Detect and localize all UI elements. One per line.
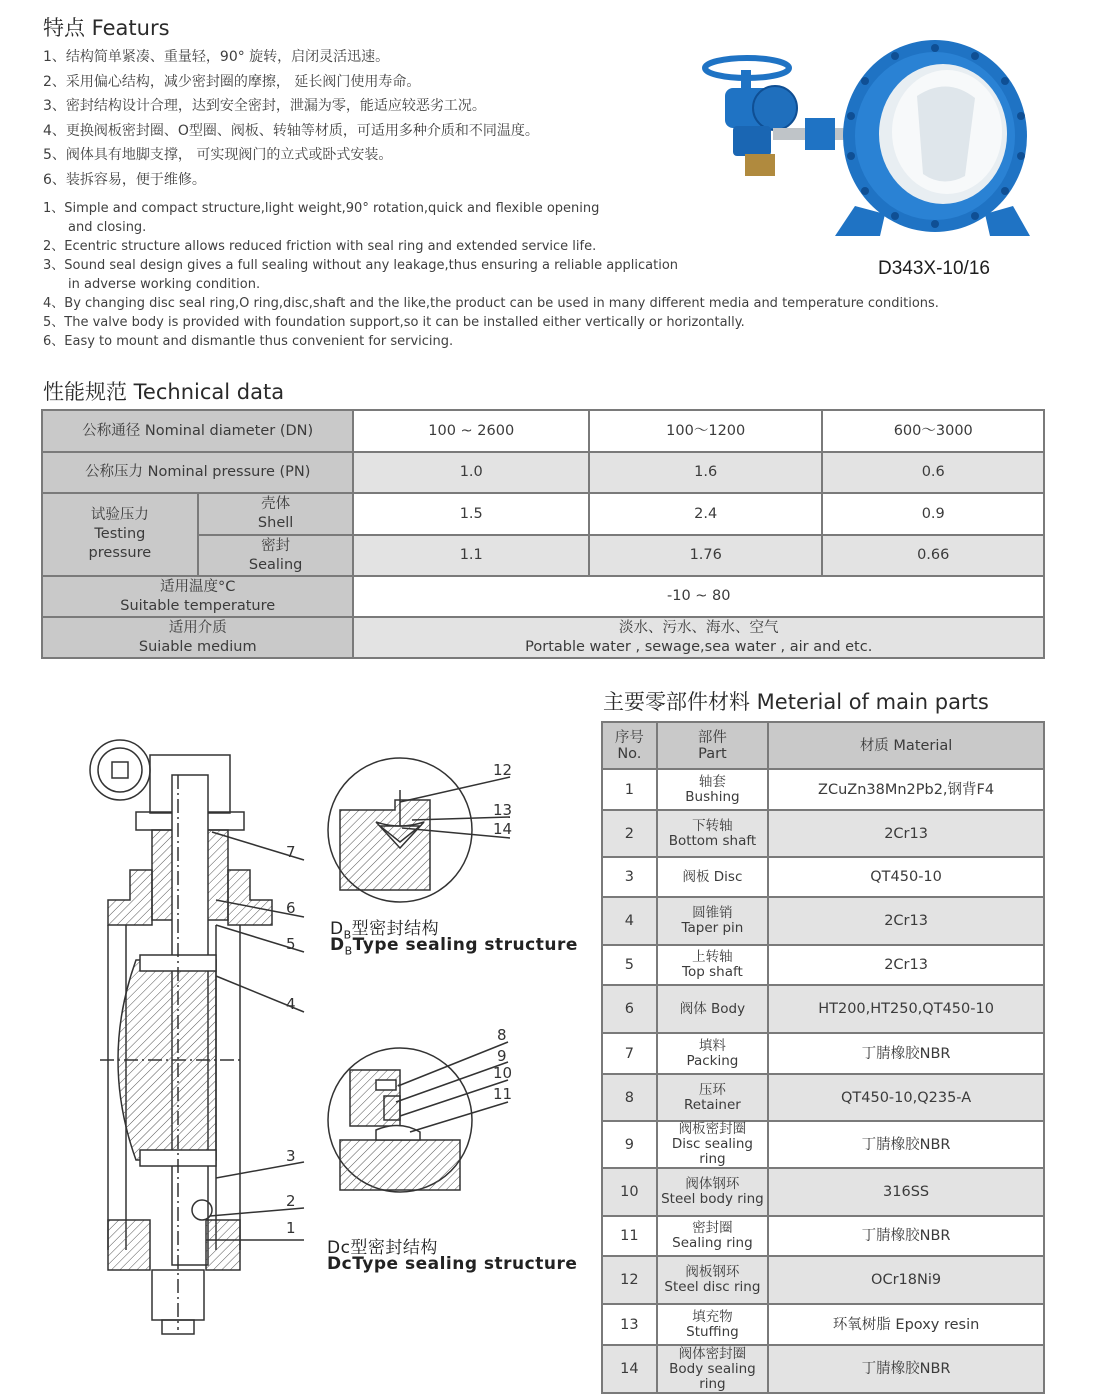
shell-label <box>198 493 354 535</box>
feature-en-2: 2、Ecentric structure allows reduced friction with seal ring and extended service life. <box>43 239 597 254</box>
product-model: D343X-10/16 <box>878 258 990 279</box>
dc-caption-en: DcType sealing structure <box>327 1254 578 1274</box>
feature-en-1: 1、Simple and compact structure,light weight,90° rotation,quick and flexible opening <box>43 201 600 216</box>
feature-en-3-cont: in adverse working condition. <box>68 277 261 292</box>
tech-table <box>41 409 1045 659</box>
callout-13: 13 <box>493 801 513 819</box>
test-pressure-en2: pressure <box>88 545 152 561</box>
callout-1: 1 <box>286 1219 296 1237</box>
parts-row: 2 下转轴 Bottom shaft 2Cr13 <box>602 810 1044 857</box>
shell-value-1: 1.5 <box>353 493 588 535</box>
parts-header-material: 材质 Material <box>768 722 1044 769</box>
feature-cn-3: 3、密封结构设计合理，达到安全密封，泄漏为零，能适应较恶劣工况。 <box>43 98 486 114</box>
sealing-value-1: 1.1 <box>353 535 588 576</box>
shell-cn: 壳体 <box>261 496 291 512</box>
parts-row: 12 阀板钢环 Steel disc ring OCr18Ni9 <box>602 1256 1044 1304</box>
feature-en-6: 6、Easy to mount and dismantle thus convenient for servicing. <box>43 334 454 349</box>
tech-row-dn <box>42 410 1044 452</box>
parts-row: 8 压环 Retainer QT450-10,Q235-A <box>602 1074 1044 1121</box>
medium-value <box>353 617 1044 658</box>
parts-row: 1 轴套 Bushing ZCuZn38Mn2Pb2,钢背F4 <box>602 769 1044 810</box>
feature-cn-6: 6、装拆容易，便于维修。 <box>43 171 206 188</box>
feature-cn-4: 4、更换阀板密封圈、O型圈、阀板、转轴等材质，可适用多种介质和不同温度。 <box>43 122 539 139</box>
sealing-value-2: 1.76 <box>589 535 822 576</box>
feature-cn-1: 1、结构简单紧凑、重量轻，90° 旋转，启闭灵活迅速。 <box>43 49 390 65</box>
callout-11: 11 <box>493 1085 513 1103</box>
callout-5: 5 <box>286 935 296 953</box>
features-cn-list <box>43 45 539 192</box>
feature-cn-2: 2、采用偏心结构，减少密封圈的摩擦， 延长阀门使用寿命。 <box>43 73 421 90</box>
parts-row: 9 阀板密封圈 Disc sealing ring 丁腈橡胶NBR <box>602 1121 1044 1168</box>
temp-en: Suitable temperature <box>120 597 276 614</box>
parts-row: 6 阀体 Body HT200,HT250,QT450-10 <box>602 985 1044 1033</box>
parts-row: 3 阀板 Disc QT450-10 <box>602 857 1044 897</box>
shell-value-2: 2.4 <box>589 493 822 535</box>
callout-7: 7 <box>286 843 296 861</box>
parts-header-no: 序号 No. <box>602 722 657 769</box>
callout-14: 14 <box>493 820 513 838</box>
callout-3: 3 <box>286 1147 296 1165</box>
dn-label: 公称通径 Nominal diameter (DN) <box>42 410 353 452</box>
sealing-cn: 密封 <box>261 537 291 554</box>
medium-value-en: Portable water , sewage,sea water , air and etc. <box>525 638 873 655</box>
parts-table <box>601 721 1045 1394</box>
test-pressure-en1: Testing <box>94 526 146 542</box>
tech-row-pn <box>42 452 1044 493</box>
temp-cn: 适用温度°C <box>160 578 236 595</box>
tech-row-medium <box>42 617 1044 658</box>
pn-value-2: 1.6 <box>589 452 822 493</box>
callout-8: 8 <box>497 1026 507 1044</box>
parts-row: 4 圆锥销 Taper pin 2Cr13 <box>602 897 1044 945</box>
db-caption-cn: $D_B$型密封结构 <box>330 919 440 942</box>
feature-en-1-cont: and closing. <box>68 220 147 235</box>
feature-en-3: 3、Sound seal design gives a full sealing without any leakage,thus ensuring a reliable application <box>43 258 679 273</box>
tech-title: 性能规范 Technical data <box>43 380 285 404</box>
parts-header-part: 部件 Part <box>657 722 768 769</box>
medium-en: Suiable medium <box>138 638 257 655</box>
shell-en: Shell <box>257 515 294 531</box>
tech-row-temp <box>42 576 1044 617</box>
parts-title: 主要零部件材料 Meterial of main parts <box>603 690 989 714</box>
medium-value-cn: 淡水、污水、海水、空气 <box>618 619 779 636</box>
db-caption-en: $D_BType$ sealing structure <box>330 935 578 958</box>
parts-row: 5 上转轴 Top shaft 2Cr13 <box>602 945 1044 985</box>
parts-row: 11 密封圈 Sealing ring 丁腈橡胶NBR <box>602 1216 1044 1256</box>
test-pressure-label <box>42 493 198 576</box>
parts-row: 14 阀体密封圈 Body sealing ring 丁腈橡胶NBR <box>602 1345 1044 1393</box>
dn-value-1: 100 ~ 2600 <box>353 410 588 452</box>
sealing-en: Sealing <box>248 556 303 573</box>
callout-12: 12 <box>493 761 513 779</box>
callout-6: 6 <box>286 899 296 917</box>
features-title: 特点 Featurs <box>43 16 170 40</box>
medium-cn: 适用介质 <box>168 619 227 636</box>
callout-9: 9 <box>497 1047 507 1065</box>
tech-row-shell <box>42 493 1044 535</box>
parts-row: 13 填充物 Stuffing 环氧树脂 Epoxy resin <box>602 1304 1044 1345</box>
medium-label <box>42 617 353 658</box>
feature-en-4: 4、By changing disc seal ring,O ring,disc,shaft and the like,the product can be used in many different media and temperature conditions. <box>43 296 939 311</box>
callout-4: 4 <box>286 995 296 1013</box>
dn-value-3: 600～3000 <box>822 410 1044 452</box>
parts-row: 7 填料 Packing 丁腈橡胶NBR <box>602 1033 1044 1074</box>
temp-value: -10 ~ 80 <box>353 576 1044 617</box>
parts-header-row <box>602 722 1044 769</box>
shell-value-3: 0.9 <box>822 493 1044 535</box>
callout-10: 10 <box>493 1064 513 1082</box>
feature-cn-5: 5、阀体具有地脚支撑， 可实现阀门的立式或卧式安装。 <box>43 147 393 163</box>
valve-product-image <box>685 36 1045 246</box>
sealing-value-3: 0.66 <box>822 535 1044 576</box>
temp-label <box>42 576 353 617</box>
callout-2: 2 <box>286 1192 296 1210</box>
dc-caption-cn: Dc型密封结构 <box>327 1238 438 1258</box>
pn-value-1: 1.0 <box>353 452 588 493</box>
pn-value-3: 0.6 <box>822 452 1044 493</box>
sealing-label <box>198 535 354 576</box>
feature-en-5: 5、The valve body is provided with foundation support,so it can be installed either vertically or horizontally. <box>43 315 745 330</box>
test-pressure-cn: 试验压力 <box>90 507 149 523</box>
parts-row: 10 阀体钢环 Steel body ring 316SS <box>602 1168 1044 1216</box>
dn-value-2: 100～1200 <box>589 410 822 452</box>
pn-label: 公称压力 Nominal pressure (PN) <box>42 452 353 493</box>
